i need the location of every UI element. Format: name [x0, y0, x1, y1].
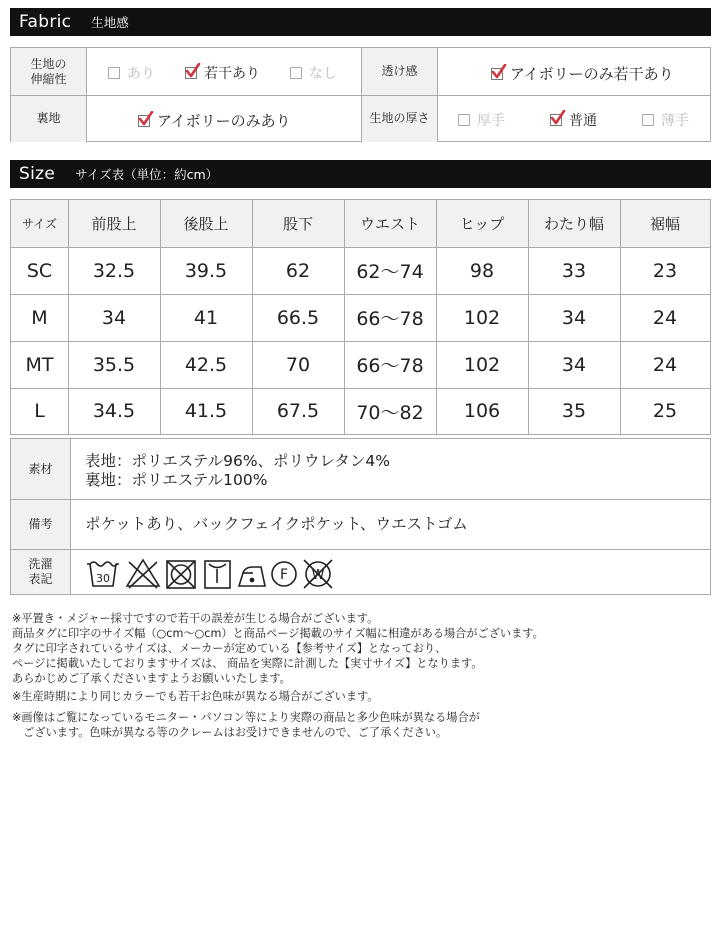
- size-table-cell: 70〜82: [356, 401, 424, 424]
- checkbox-checked-icon: [491, 68, 503, 80]
- checkbox-checked-icon: [185, 67, 197, 79]
- size-row-label: MT: [25, 353, 54, 376]
- lining-value: アイボリーのみあり: [138, 110, 291, 131]
- fabric-section-header: [10, 8, 711, 36]
- stretch-label: 生地の 伸縮性: [11, 48, 86, 95]
- notes-table: [10, 438, 711, 595]
- remarks-text: ポケットあり、バックフェイクポケット、ウエストゴム: [85, 515, 468, 533]
- size-table-cell: 23: [652, 259, 678, 282]
- line-dry-icon: [205, 561, 230, 588]
- size-section-title-jp: サイズ表（単位：約cm）: [75, 167, 219, 182]
- size-table-cell: 25: [652, 400, 678, 422]
- iron-low-icon: [239, 567, 265, 586]
- size-table-cell: 35.5: [92, 353, 136, 376]
- size-table-cell: 66〜78: [356, 355, 424, 377]
- size-table-cell: 34: [561, 353, 587, 376]
- no-tumble-dry-icon: [167, 561, 195, 588]
- material-line-outer: 表地：ポリエステル96%、ポリウレタン4%: [85, 452, 391, 470]
- size-table-cell: 102: [463, 306, 501, 329]
- dryclean-letter: F: [279, 567, 289, 583]
- stretch-option-nashi: なし: [290, 63, 337, 83]
- size-row-label: M: [31, 306, 48, 329]
- thickness-option-futsuu: 普通: [550, 110, 597, 130]
- size-table-cell: 35: [561, 400, 587, 422]
- checkbox-empty-icon: [290, 67, 302, 79]
- sheer-label: 透け感: [362, 48, 437, 95]
- size-header-cell: 前股上: [91, 215, 137, 233]
- thickness-label: 生地の厚さ: [362, 95, 437, 142]
- size-header-cell: 裾幅: [649, 215, 680, 233]
- size-section-header: [10, 160, 711, 188]
- size-table-cell: 66〜78: [356, 308, 424, 330]
- thickness-option-usude: 薄手: [642, 110, 689, 130]
- size-header-cell: ウエスト: [359, 215, 420, 233]
- size-table-cell: 24: [652, 306, 678, 329]
- size-table-cell: 33: [561, 259, 587, 282]
- care-label: 洗濯 表記: [11, 550, 70, 594]
- disclaimer-line-3: タグに印字されているサイズは、メーカーが定めている【参考サイズ】となっており、: [12, 642, 447, 655]
- size-table-cell: 42.5: [184, 353, 228, 376]
- fabric-table: [10, 47, 711, 142]
- disclaimer-line-7: ※画像はご覧になっているモニター・パソコン等により実際の商品と多少色味が異なる場合が: [12, 711, 480, 724]
- size-table-cell: 41: [193, 306, 219, 329]
- material-label: 素材: [11, 439, 70, 499]
- stretch-option-jakkan-ari: 若干あり: [185, 63, 260, 83]
- size-header-cell: ヒップ: [459, 215, 505, 233]
- material-line-inner: 裏地：ポリエステル100%: [85, 471, 268, 489]
- disclaimer-line-6: ※生産時期により同じカラーでも若干お色味が異なる場合がございます。: [12, 690, 379, 703]
- size-table-cell: 34: [561, 306, 587, 329]
- checkbox-empty-icon: [642, 114, 654, 126]
- no-bleach-icon: [127, 560, 159, 588]
- care-symbols: [83, 556, 353, 592]
- size-header-cell: 後股上: [183, 215, 229, 233]
- size-header-cell: 股下: [282, 215, 313, 233]
- size-table-cell: 70: [285, 353, 311, 376]
- size-table-cell: 24: [652, 353, 678, 376]
- size-table: [10, 199, 711, 435]
- size-table-cell: 32.5: [92, 259, 136, 282]
- size-table-cell: 66.5: [276, 306, 320, 329]
- material-text: [85, 452, 390, 490]
- size-table-cell: 62〜74: [356, 261, 424, 283]
- disclaimer-line-1: ※平置き・メジャー採寸ですので若干の誤差が生じる場合がございます。: [12, 612, 379, 625]
- checkbox-empty-icon: [458, 114, 470, 126]
- size-table-cell: 67.5: [276, 400, 320, 422]
- size-table-cell: 106: [463, 400, 501, 422]
- checkbox-checked-icon: [550, 114, 562, 126]
- dry-clean-f-icon: [272, 562, 296, 586]
- checkbox-checked-icon: [138, 115, 150, 127]
- size-row-label: L: [34, 400, 45, 422]
- disclaimer-line-5: あらかじめご了承くださいますようお願いいたします。: [12, 672, 291, 685]
- size-table-cell: 102: [463, 353, 501, 376]
- size-table-cell: 34.5: [92, 400, 136, 422]
- lining-label: 裏地: [11, 95, 86, 142]
- wash-30-icon: [87, 562, 119, 586]
- fabric-section-title-en: Fabric: [19, 12, 72, 32]
- thickness-option-atsude: 厚手: [458, 110, 505, 130]
- size-table-cell: 98: [469, 259, 495, 282]
- remarks-label: 備考: [11, 500, 70, 549]
- size-table-cell: 34: [101, 306, 127, 329]
- wetclean-letter: W: [311, 568, 325, 583]
- stretch-option-ari: あり: [108, 63, 155, 83]
- no-wet-clean-icon: [304, 560, 332, 588]
- size-section-title-en: Size: [19, 164, 56, 184]
- wash-temp-label: 30: [96, 572, 110, 585]
- size-table-cell: 39.5: [184, 259, 228, 282]
- fabric-section-title-jp: 生地感: [91, 15, 129, 30]
- disclaimer-line-8: ございます。色味が異なる等のクレームはお受けできませんので、ご了承ください。: [12, 726, 448, 739]
- size-header-cell: わたり幅: [543, 215, 604, 233]
- checkbox-empty-icon: [108, 67, 120, 79]
- disclaimer-line-2: 商品タグに印字のサイズ幅（○cm〜○cm）と商品ページ掲載のサイズ幅に相違がある場合がございます。: [12, 627, 544, 640]
- size-table-cell: 62: [285, 259, 311, 282]
- sheer-value: アイボリーのみ若干あり: [491, 63, 674, 84]
- size-table-cell: 41.5: [184, 400, 228, 422]
- size-row-label: SC: [26, 259, 53, 282]
- size-header-cell: サイズ: [21, 217, 58, 231]
- disclaimer-line-4: ページに掲載いたしておりますサイズは、 商品を実際に計測した【実寸サイズ】となります。: [12, 657, 483, 670]
